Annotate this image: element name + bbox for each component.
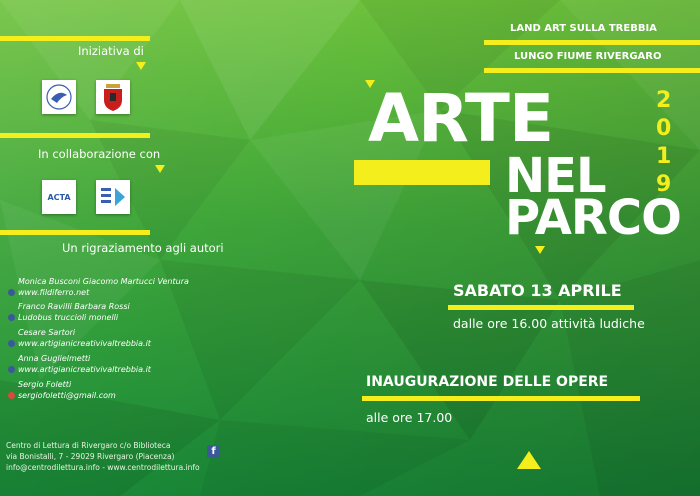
year-digit-4: 9: [656, 172, 672, 197]
credit-5-link[interactable]: sergiofoletti@gmail.com: [18, 391, 116, 400]
credit-1-link[interactable]: www.fildiferro.net: [18, 288, 90, 297]
right-bar-2: [484, 68, 700, 73]
heading-initiative: Iniziativa di: [78, 44, 144, 58]
triangle-down-2: [155, 165, 165, 173]
footer-line-1: Centro di Lettura di Rivergaro c/o Biblioteca: [6, 441, 171, 450]
year-digit-1: 2: [656, 88, 672, 113]
credit-3-link[interactable]: www.artigianicreativivaltrebbia.it: [18, 339, 151, 348]
credit-4: [8, 353, 151, 375]
triangle-up: [517, 451, 541, 469]
inauguration-heading: INAUGURAZIONE DELLE OPERE: [366, 374, 609, 390]
right-bar-1: [484, 40, 700, 45]
email-icon: [8, 392, 15, 399]
web-icon: [8, 289, 15, 296]
credit-2-names: Franco Ravilli Barbara Rossi: [18, 302, 130, 311]
right-bar-4: [362, 396, 640, 401]
logo-centro-lettura: [42, 80, 76, 114]
left-bar-1: [0, 36, 150, 41]
logo-parco: [96, 180, 130, 214]
event-date: SABATO 13 APRILE: [453, 281, 622, 300]
credit-3: [8, 327, 151, 349]
credit-4-link[interactable]: www.artigianicreativivaltrebbia.it: [18, 365, 151, 374]
heading-thanks: Un rigraziamento agli autori: [62, 241, 224, 255]
credit-1: [8, 276, 189, 298]
crest-icon: [101, 82, 125, 112]
credit-5: [8, 379, 116, 401]
subtitle-lungo-fiume: LUNGO FIUME RIVERGARO: [514, 51, 662, 62]
title-arte: ARTE: [368, 80, 554, 157]
credit-1-names: Monica Busconi Giacomo Martucci Ventura: [18, 277, 189, 286]
left-bar-2: [0, 133, 150, 138]
footer-line-3[interactable]: info@centrodilettura.info - www.centrodilettura.info: [6, 463, 200, 472]
year-digit-3: 1: [656, 144, 672, 169]
triangle-down-4: [535, 246, 545, 254]
facebook-icon: [8, 314, 15, 321]
footer-line-2: via Bonistalli, 7 - 29029 Rivergaro (Piacenza): [6, 452, 175, 461]
web-icon: [8, 366, 15, 373]
credit-5-names: Sergio Foletti: [18, 380, 72, 389]
park-logo-icon: [99, 184, 127, 210]
title-yellow-block: [354, 160, 490, 185]
triangle-down-1: [136, 62, 146, 70]
subtitle-land-art: LAND ART SULLA TREBBIA: [510, 23, 657, 34]
credit-2: [8, 301, 130, 323]
inauguration-time: alle ore 17.00: [366, 410, 453, 425]
credit-2-link[interactable]: Ludobus truccioli monelli: [18, 313, 119, 322]
facebook-icon[interactable]: f: [207, 445, 220, 458]
credit-4-names: Anna Guglielmetti: [18, 354, 91, 363]
heading-collaboration: In collaborazione con: [38, 147, 161, 161]
footer-address: [6, 440, 200, 473]
web-icon: [8, 340, 15, 347]
left-bar-3: [0, 230, 150, 235]
right-bar-3: [448, 305, 634, 310]
credit-3-names: Cesare Sartori: [18, 328, 76, 337]
title-nel: NEL: [505, 148, 606, 204]
year-digit-2: 0: [656, 116, 672, 141]
logo-comune: [96, 80, 130, 114]
title-parco: PARCO: [505, 190, 681, 246]
book-bird-icon: [45, 83, 73, 111]
logo-acta: [42, 180, 76, 214]
activity-time: dalle ore 16.00 attività ludiche: [453, 316, 645, 331]
logo-acta-text: ACTA: [47, 192, 71, 202]
